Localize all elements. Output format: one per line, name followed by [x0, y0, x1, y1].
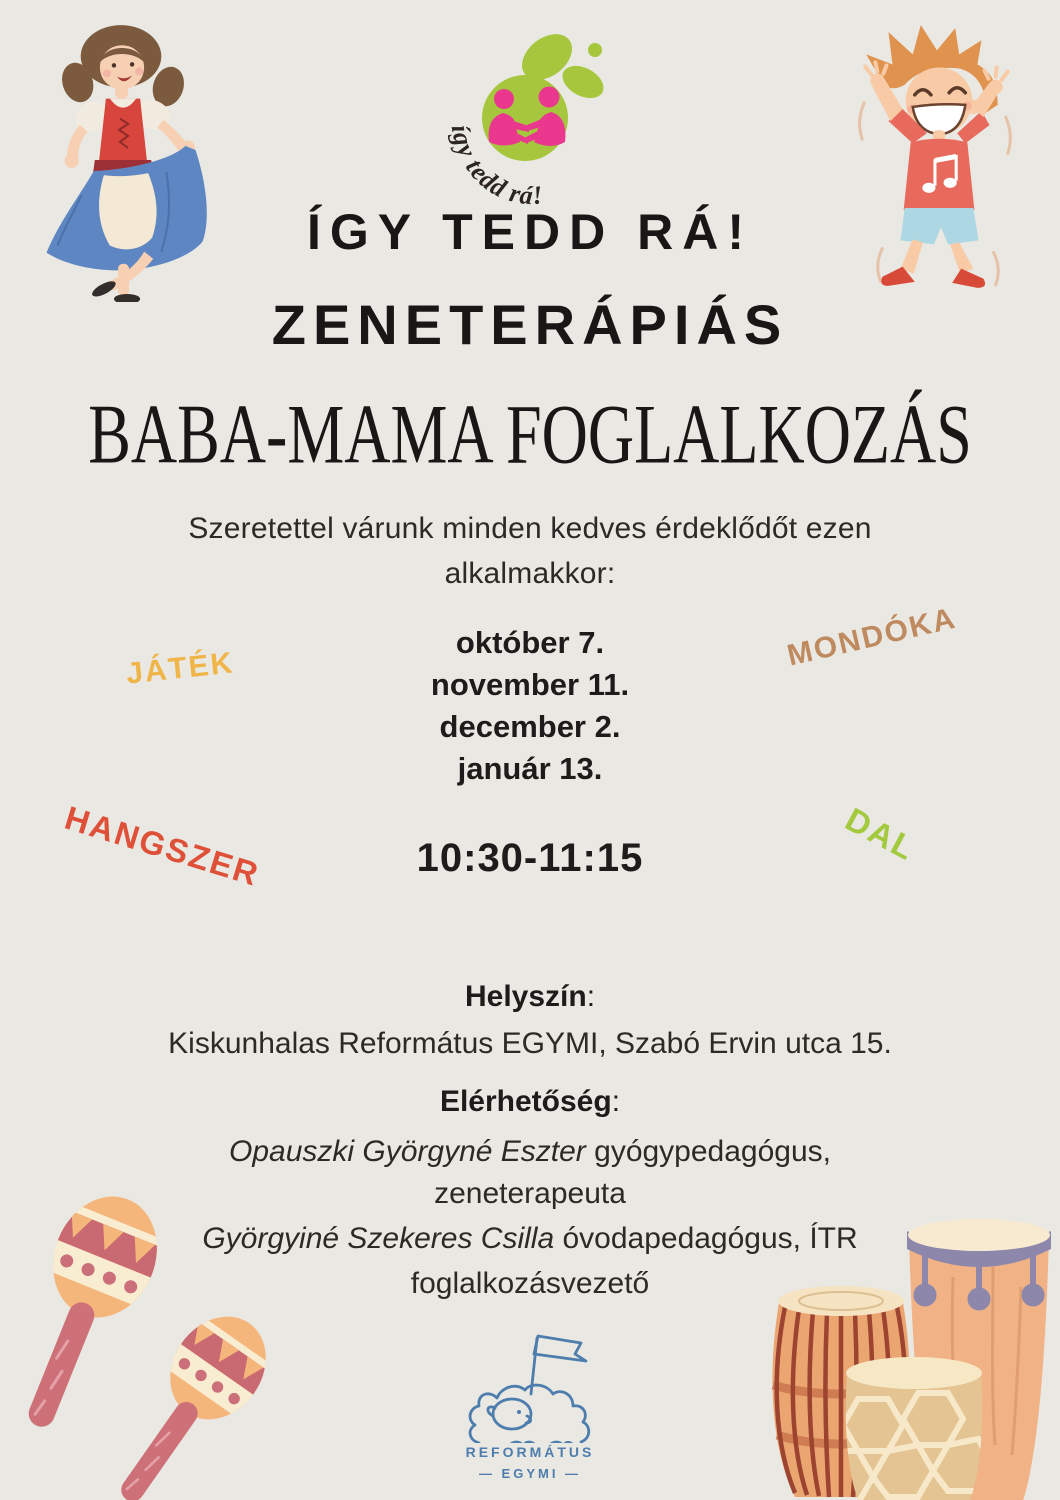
- intro-text: [0, 506, 1060, 596]
- date-item: december 2.: [439, 709, 621, 744]
- date-item: november 11.: [430, 667, 630, 702]
- page-title-line1: ÍGY TEDD RÁ!: [307, 204, 753, 260]
- location-heading: Helyszín:: [464, 980, 596, 1013]
- keyword-hangszer: HANGSZER: [60, 798, 264, 894]
- contact-person1-role2: zeneterapeuta: [434, 1177, 626, 1210]
- contact-person2: Györgyiné Szekeres Csilla óvodapedagógus, ÍTR: [202, 1222, 858, 1255]
- keyword-dal: DAL: [839, 800, 923, 868]
- intro-line2: alkalmakkor:: [444, 557, 616, 590]
- contact-person2-role2: foglalkozásvezető: [410, 1267, 650, 1300]
- igy-tedd-ra-logo: [425, 30, 635, 215]
- leaf-icon: [557, 59, 609, 104]
- date-item: január 13.: [457, 751, 603, 786]
- contact-person1: Opauszki Györgyné Eszter gyógypedagógus,: [228, 1135, 831, 1168]
- keyword-jatek: JÁTÉK: [124, 646, 236, 691]
- session-time: 10:30-11:15: [416, 836, 644, 880]
- keyword-mondoka: MONDÓKA: [784, 601, 960, 673]
- footer-logo-subname: — EGYMI —: [478, 1466, 582, 1481]
- intro-line1: Szeretettel várunk minden kedves érdeklődőt ezen: [188, 512, 872, 545]
- page-title-line3: BABA-MAMA FOGLALKOZÁS: [88, 387, 972, 482]
- date-item: október 7.: [455, 625, 605, 660]
- footer-logo-name: REFORMÁTUS: [465, 1444, 595, 1460]
- logo-script-text: így tedd rá!: [445, 122, 545, 211]
- flag-icon: [534, 1336, 586, 1361]
- location-address: Kiskunhalas Református EGYMI, Szabó Ervin utca 15.: [168, 1027, 892, 1060]
- contact-heading: Elérhetőség:: [439, 1085, 621, 1118]
- page-title-line2: ZENETERÁPIÁS: [271, 293, 789, 356]
- lamb-flag-icon: [455, 1328, 605, 1443]
